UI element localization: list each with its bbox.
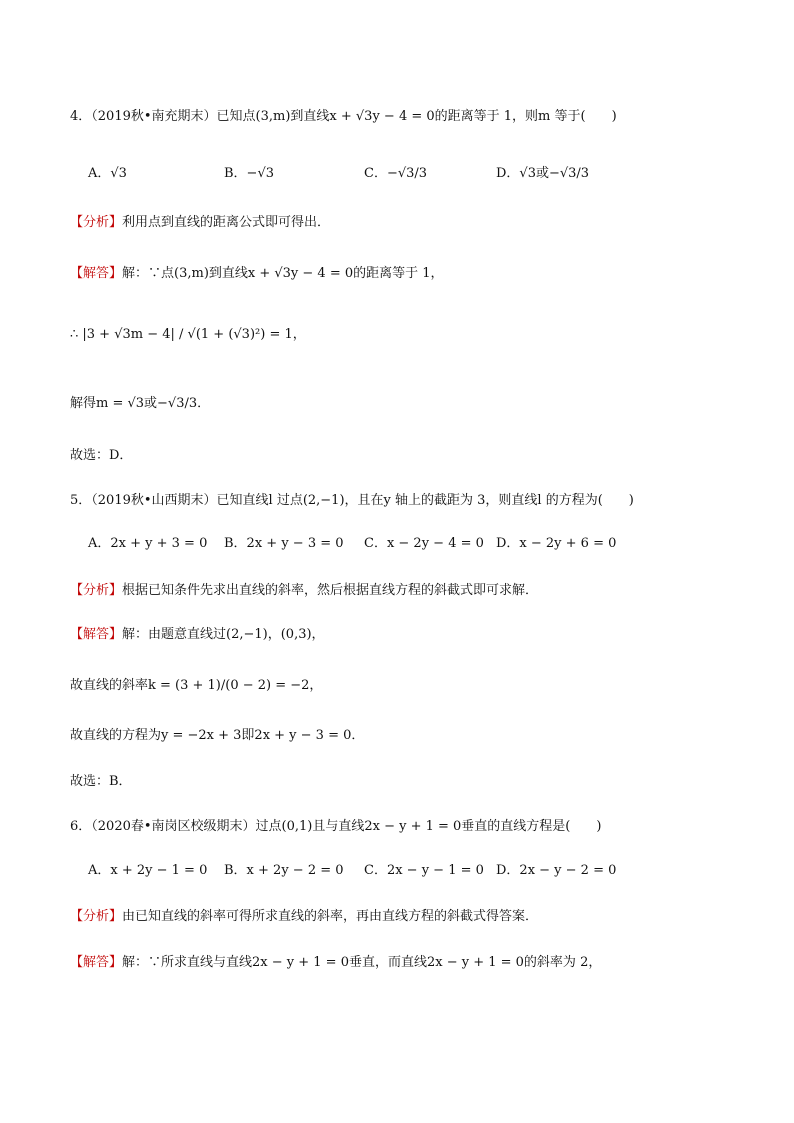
answer-tag: 【解答】 [70,627,123,642]
q4-option-d: D．√3或−√3/3 [496,166,590,181]
q6-option-a: A．x + 2y − 1 = 0 [88,863,208,878]
q6-option-c: C．2x − y − 1 = 0 [364,863,484,878]
answer-tag: 【解答】 [70,955,123,970]
answer-tag: 【解答】 [70,266,123,281]
q4-option-b: B．−√3 [224,166,275,181]
q5-options [88,534,708,556]
q4-option-a: A．√3 [88,166,127,181]
q4-option-c: C．−√3/3 [364,166,428,181]
analysis-text: 由已知直线的斜率可得所求直线的斜率，再由直线方程的斜截式得答案． [122,909,539,924]
q4-stem: 4．（2019秋•南充期末）已知点(3,m)到直线x + √3y − 4 = 0的距离等于 1，则m 等于( ) [70,109,617,124]
q5-answer [70,625,325,645]
q6-option-b: B．x + 2y − 2 = 0 [224,863,344,878]
q5-option-b: B．2x + y − 3 = 0 [224,536,344,551]
q4-answer [70,264,444,284]
q4-analysis [70,213,330,233]
q5-option-a: A．2x + y + 3 = 0 [88,536,208,551]
q4-step2: 解得m = √3或−√3/3． [70,396,211,411]
q5-analysis [70,581,538,601]
q6-options [88,861,708,883]
analysis-text: 利用点到直线的距离公式即可得出． [122,215,331,230]
q5-choice: 故选：B． [70,774,132,789]
answer-text: 解：由题意直线过(2,−1)，(0,3)， [122,627,325,642]
q6-answer [70,953,601,973]
q5-step2: 故直线的方程为y = −2x + 3即2x + y − 3 = 0． [70,728,365,743]
q6-stem: 6．（2020春•南岗区校级期末）过点(0,1)且与直线2x − y + 1 = 0垂直的直线方程是( ) [70,819,602,834]
analysis-tag: 【分析】 [70,909,123,924]
analysis-tag: 【分析】 [70,583,123,598]
q5-option-d: D．x − 2y + 6 = 0 [496,536,617,551]
q5-step1: 故直线的斜率k = (3 + 1)/(0 − 2) = −2， [70,678,323,693]
q4-options [88,162,708,192]
answer-text: 解：∵点(3,m)到直线x + √3y − 4 = 0的距离等于 1， [122,266,444,281]
q5-option-c: C．x − 2y − 4 = 0 [364,536,484,551]
answer-text: 解：∵所求直线与直线2x − y + 1 = 0垂直，而直线2x − y + 1 = 0的斜率为 2， [122,955,602,970]
q4-step1: ∴ |3 + √3m − 4| / √(1 + (√3)²) = 1， [70,327,306,342]
analysis-tag: 【分析】 [70,215,123,230]
q4-choice: 故选：D． [70,448,133,463]
q5-stem: 5．（2019秋•山西期末）已知直线l 过点(2,−1)，且在y 轴上的截距为 3，则直线l 的方程为( ) [70,493,634,508]
q6-option-d: D．2x − y − 2 = 0 [496,863,617,878]
analysis-text: 根据已知条件先求出直线的斜率，然后根据直线方程的斜截式即可求解． [122,583,539,598]
q6-analysis [70,907,538,927]
